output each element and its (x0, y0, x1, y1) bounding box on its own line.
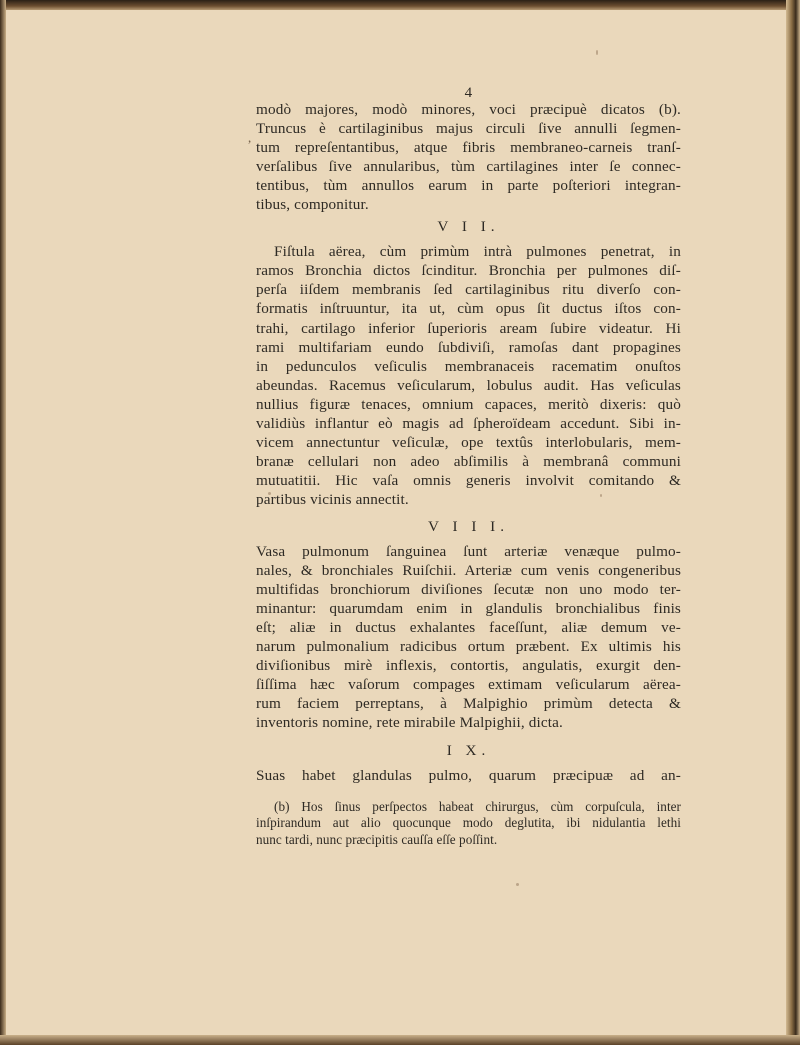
paragraph-vasa (256, 542, 681, 732)
text-line: minantur: quarumdam enim in glandulis bronchialibus finis (256, 600, 681, 618)
text-line: partibus vicinis annectit. (256, 490, 409, 508)
text-line: multifidas bronchiorum diviſiones ſecutæ non uno modo ter- (256, 581, 681, 599)
text-line: inventoris nomine, rete mirabile Malpighii, dicta. (256, 714, 563, 732)
text-line: validiùs inflantur eò magis ad ſpheroïdeam accedunt. Sibi in- (256, 414, 681, 432)
text-line: eſt; aliæ in ductus exhalantes faceſſunt, aliæ demum ve- (256, 619, 681, 637)
text-line: in pedunculos veſiculis membranaceis racematim onuſtos (256, 357, 681, 375)
text-line: narum pulmonalium radicibus ortum præbent. Ex ultimis his (256, 638, 681, 656)
text-line: verſalibus ſive annularibus, tùm cartilagines inter ſe connec- (256, 158, 681, 176)
paragraph-suas (256, 766, 681, 785)
text-line: Truncus è cartilaginibus majus circuli ſive annulli ſegmen- (256, 120, 681, 138)
text-line: Vasa pulmonum ſanguinea ſunt arteriæ venæque pulmo- (256, 543, 681, 561)
page-top-edge (0, 0, 800, 10)
text-line: ſiſſima hæc vaſorum compages extimam veſicularum aërea- (256, 676, 681, 694)
text-line: rami multifariam eundo ſubdiviſi, ramoſas dant propagines (256, 338, 681, 356)
text-line: trahi, cartilago inferior ſuperioris aream ſubire videatur. Hi (256, 319, 681, 337)
text-line: Suas habet glandulas pulmo, quarum præcipuæ ad an- (256, 766, 681, 784)
paper-speck (516, 883, 519, 886)
text-line: modò majores, modò minores, voci præcipuè dicatos (b). (256, 101, 681, 118)
text-line: nales, & bronchiales Ruiſchii. Arteriæ cum venis congeneribus (256, 562, 681, 580)
footnote-line: inſpirandum aut alio quocunque modo deglutita, ibi nidulantia lethi (256, 815, 681, 831)
text-line: formatis inſtruuntur, ita ut, cùm opus ſit ductus iſtos con- (256, 300, 681, 318)
paragraph-truncus (256, 100, 681, 214)
paragraph-fistula (256, 242, 681, 509)
section-heading-vii: V I I. (437, 218, 500, 236)
text-line: branæ cellulari non adeo abſimilis à membranâ communi (256, 452, 681, 470)
text-line: mutuatitii. Hic vaſa omnis generis involvit comitando & (256, 471, 681, 489)
text-line: tum repreſentantibus, atque fibris membraneo-carneis tranſ- (256, 139, 681, 157)
text-line: perſa iiſdem membranis ſed cartilaginibus ritu diverſo con- (256, 281, 681, 299)
footnote-line: (b) Hos ſinus perſpectos habeat chirurgus, cùm corpuſcula, inter (274, 798, 681, 814)
margin-mark: , (248, 130, 252, 145)
paper-speck (596, 50, 598, 55)
footnote-line: nunc tardi, nunc præcipitis cauſſa eſſe poſſint. (256, 831, 498, 847)
section-heading-ix: I X. (446, 741, 491, 759)
page-number: 4 (464, 85, 473, 101)
page-left-edge (0, 0, 6, 1045)
text-line: ramos Bronchia dictos ſcinditur. Bronchia per pulmones diſ- (256, 262, 681, 280)
text-line: Fiſtula aërea, cùm primùm intrà pulmones penetrat, in (274, 243, 681, 261)
text-line: rum faciem perreptans, à Malpighio primùm detecta & (256, 695, 681, 713)
text-line: nullius figuræ tenaces, omnium capaces, meritò dixeris: quò (256, 395, 681, 413)
text-line: diviſionibus mirè inflexis, contortis, angulatis, exurgit den- (256, 657, 681, 675)
text-line: tentibus, tùm annullos earum in parte poſteriori integran- (256, 177, 681, 195)
text-line: abeundas. Racemus veſicularum, lobulus audit. Has veſiculas (256, 376, 681, 394)
page-bottom-edge (0, 1035, 800, 1045)
footnote-b (256, 799, 681, 849)
book-spine-edge (786, 0, 800, 1045)
book-page-text (256, 86, 681, 848)
text-line: tibus, componitur. (256, 196, 369, 214)
section-heading-viii: V I I I. (427, 517, 510, 535)
text-line: vicem annectuntur veſiculæ, ope textûs interlobularis, mem- (256, 433, 681, 451)
